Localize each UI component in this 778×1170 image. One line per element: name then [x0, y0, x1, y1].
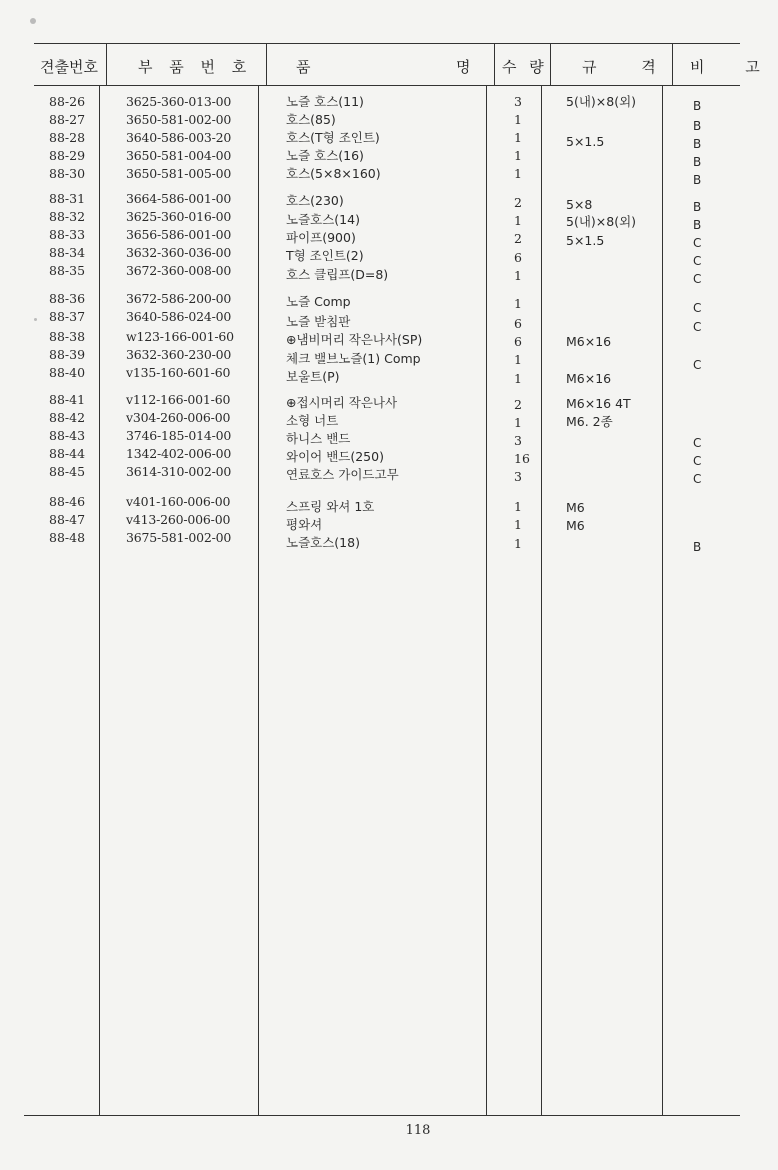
- note-code: C: [693, 454, 702, 468]
- header-item-no: 견출번호: [40, 58, 98, 76]
- col-divider-5-body: [662, 85, 663, 1116]
- quantity: 6: [514, 316, 522, 331]
- specification: M6×16: [566, 371, 612, 386]
- specification: M6×16: [566, 334, 612, 349]
- col-divider-2: [266, 43, 267, 85]
- part-number: 3675-581-002-00: [126, 530, 232, 545]
- part-name: 소형 너트: [286, 413, 339, 428]
- quantity: 1: [514, 415, 522, 430]
- note-code: B: [693, 155, 702, 169]
- quantity: 2: [514, 397, 522, 412]
- item-number: 88-37: [49, 309, 86, 324]
- part-number: 1342-402-006-00: [126, 446, 232, 461]
- table-bottom-rule: [24, 1115, 740, 1116]
- note-code: B: [693, 173, 702, 187]
- quantity: 1: [514, 213, 522, 228]
- quantity: 1: [514, 371, 522, 386]
- item-number: 88-41: [49, 392, 86, 407]
- quantity: 3: [514, 433, 522, 448]
- item-number: 88-46: [49, 494, 86, 509]
- part-number: 3672-586-200-00: [126, 291, 232, 306]
- col-divider-4: [550, 43, 551, 85]
- specification: 5(내)×8(외): [566, 214, 637, 229]
- quantity: 6: [514, 250, 522, 265]
- part-name: 노즐 Comp: [286, 294, 351, 309]
- part-number: 3625-360-016-00: [126, 209, 232, 224]
- header-note: 비 고: [690, 58, 778, 76]
- part-number: 3650-581-005-00: [126, 166, 232, 181]
- note-code: B: [693, 119, 702, 133]
- part-name: 호스(230): [286, 193, 344, 208]
- part-name: 하니스 밴드: [286, 431, 351, 446]
- item-number: 88-30: [49, 166, 86, 181]
- quantity: 2: [514, 195, 522, 210]
- part-number: v413-260-006-00: [126, 512, 231, 527]
- specification: 5×1.5: [566, 134, 605, 149]
- note-code: C: [693, 254, 702, 268]
- specification: 5(내)×8(외): [566, 94, 637, 109]
- quantity: 16: [514, 451, 530, 466]
- col-divider-3-body: [486, 85, 487, 1116]
- quantity: 3: [514, 94, 522, 109]
- item-number: 88-32: [49, 209, 86, 224]
- note-code: B: [693, 99, 702, 113]
- quantity: 1: [514, 130, 522, 145]
- note-code: C: [693, 358, 702, 372]
- quantity: 1: [514, 166, 522, 181]
- part-number: 3632-360-230-00: [126, 347, 232, 362]
- part-name: 호스(T형 조인트): [286, 130, 380, 145]
- specification: M6×16 4T: [566, 396, 631, 411]
- item-number: 88-38: [49, 329, 86, 344]
- quantity: 1: [514, 296, 522, 311]
- part-number: v304-260-006-00: [126, 410, 231, 425]
- part-number: v135-160-601-60: [126, 365, 231, 380]
- note-code: C: [693, 236, 702, 250]
- note-code: C: [693, 436, 702, 450]
- header-name-left: 품: [296, 58, 311, 76]
- item-number: 88-36: [49, 291, 86, 306]
- part-name: 노즐 받침판: [286, 314, 351, 329]
- part-number: w123-166-001-60: [126, 329, 234, 344]
- part-number: v401-160-006-00: [126, 494, 231, 509]
- part-name: 호스(85): [286, 112, 336, 127]
- part-number: 3650-581-004-00: [126, 148, 232, 163]
- specification: M6: [566, 500, 585, 515]
- part-number: 3746-185-014-00: [126, 428, 232, 443]
- quantity: 1: [514, 148, 522, 163]
- item-number: 88-45: [49, 464, 86, 479]
- part-name: 호스 클립프(D=8): [286, 267, 389, 282]
- specification: 5×8: [566, 197, 593, 212]
- specification: M6: [566, 518, 585, 533]
- scan-speck: [34, 318, 37, 321]
- part-number: 3656-586-001-00: [126, 227, 232, 242]
- part-name: 체크 밸브노즐(1) Comp: [286, 351, 421, 366]
- part-number: 3625-360-013-00: [126, 94, 232, 109]
- item-number: 88-43: [49, 428, 86, 443]
- item-number: 88-35: [49, 263, 86, 278]
- note-code: C: [693, 272, 702, 286]
- part-number: 3664-586-001-00: [126, 191, 232, 206]
- part-number: 3614-310-002-00: [126, 464, 232, 479]
- part-name: ⊕냄비머리 작은나사(SP): [286, 332, 423, 347]
- item-number: 88-31: [49, 191, 86, 206]
- col-divider-1: [106, 43, 107, 85]
- quantity: 1: [514, 112, 522, 127]
- part-name: 연료호스 가이드고무: [286, 467, 399, 482]
- part-number: 3672-360-008-00: [126, 263, 232, 278]
- specification: 5×1.5: [566, 233, 605, 248]
- part-name: 노즐호스(18): [286, 535, 360, 550]
- part-name: 노즐 호스(11): [286, 94, 364, 109]
- header-part-no: 부 품 번 호: [138, 58, 253, 76]
- note-code: C: [693, 320, 702, 334]
- item-number: 88-39: [49, 347, 86, 362]
- quantity: 3: [514, 469, 522, 484]
- col-divider-1-body: [99, 85, 100, 1116]
- col-divider-3: [494, 43, 495, 85]
- part-number: 3640-586-024-00: [126, 309, 232, 324]
- item-number: 88-27: [49, 112, 86, 127]
- item-number: 88-34: [49, 245, 86, 260]
- header-bottom-rule: [34, 85, 740, 86]
- part-number: v112-166-001-60: [126, 392, 231, 407]
- header-qty: 수 량: [502, 58, 548, 76]
- header-spec: 규 격: [582, 58, 676, 76]
- note-code: B: [693, 200, 702, 214]
- item-number: 88-42: [49, 410, 86, 425]
- quantity: 1: [514, 499, 522, 514]
- quantity: 1: [514, 517, 522, 532]
- quantity: 1: [514, 352, 522, 367]
- note-code: C: [693, 301, 702, 315]
- specification: M6. 2종: [566, 414, 613, 429]
- table-top-rule: [34, 43, 740, 44]
- part-name: 스프링 와셔 1호: [286, 499, 375, 514]
- part-name: 노즐 호스(16): [286, 148, 364, 163]
- item-number: 88-29: [49, 148, 86, 163]
- note-code: B: [693, 137, 702, 151]
- col-divider-4-body: [541, 85, 542, 1116]
- part-number: 3640-586-003-20: [126, 130, 232, 145]
- item-number: 88-44: [49, 446, 86, 461]
- note-code: C: [693, 472, 702, 486]
- quantity: 1: [514, 536, 522, 551]
- part-name: 파이프(900): [286, 230, 356, 245]
- part-name: 와이어 밴드(250): [286, 449, 384, 464]
- page-number: 118: [405, 1123, 431, 1138]
- quantity: 1: [514, 268, 522, 283]
- quantity: 6: [514, 334, 522, 349]
- part-name: 평와셔: [286, 517, 323, 532]
- header-name-right: 명: [456, 58, 471, 76]
- col-divider-2-body: [258, 85, 259, 1116]
- part-name: T형 조인트(2): [286, 248, 364, 263]
- part-name: 보울트(P): [286, 369, 340, 384]
- note-code: B: [693, 540, 702, 554]
- note-code: B: [693, 218, 702, 232]
- item-number: 88-26: [49, 94, 86, 109]
- item-number: 88-47: [49, 512, 86, 527]
- part-number: 3632-360-036-00: [126, 245, 232, 260]
- part-number: 3650-581-002-00: [126, 112, 232, 127]
- item-number: 88-33: [49, 227, 86, 242]
- item-number: 88-48: [49, 530, 86, 545]
- scan-speck: [30, 18, 36, 24]
- quantity: 2: [514, 231, 522, 246]
- part-name: 노즐호스(14): [286, 212, 360, 227]
- item-number: 88-28: [49, 130, 86, 145]
- part-name: ⊕접시머리 작은나사: [286, 395, 398, 410]
- part-name: 호스(5×8×160): [286, 166, 381, 181]
- item-number: 88-40: [49, 365, 86, 380]
